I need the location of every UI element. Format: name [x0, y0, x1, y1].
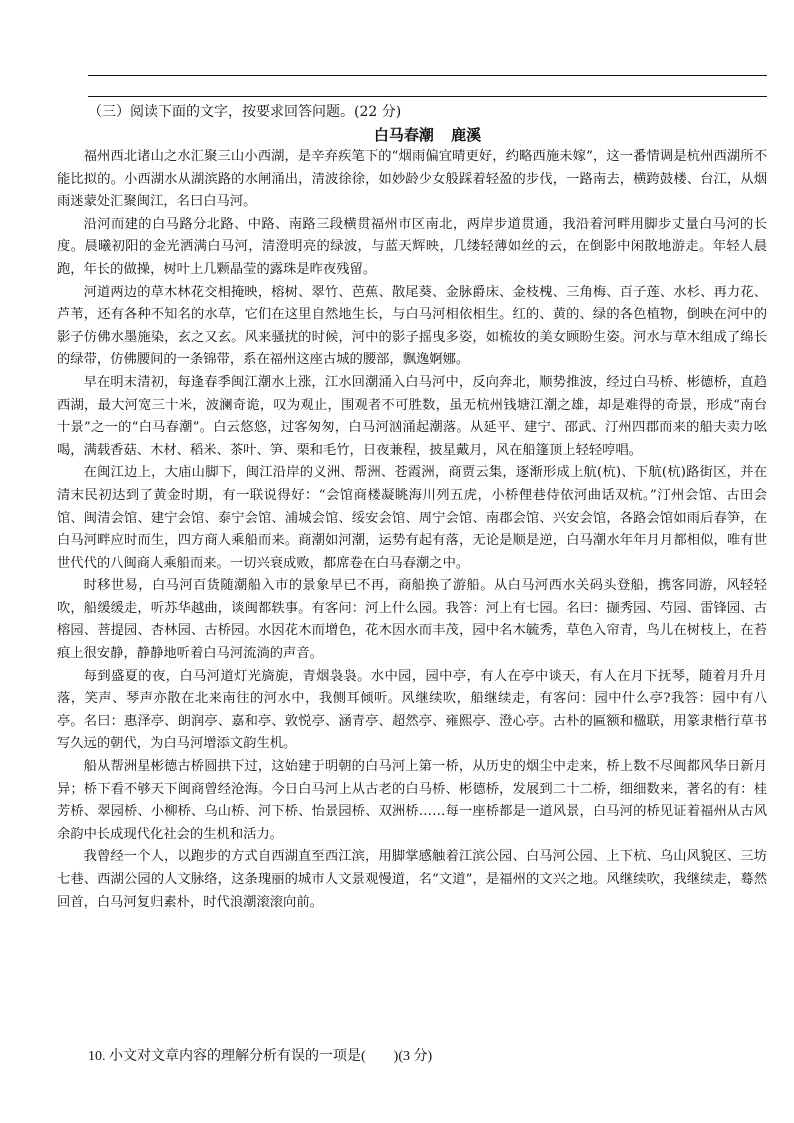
article-paragraph: 在闽江边上，大庙山脚下，闽江沿岸的义洲、帮洲、苍霞洲，商贾云集，逐渐形成上航(杭)、下航(杭)路街区，并在清末民初达到了黄金时期，有一联说得好：“会馆商楼凝眺海川列五虎，小桥俚巷侍依河曲话双杭。”汀州会馆、古田会馆、闽清会馆、建宁会馆、泰宁会馆、浦城会馆、绥安会馆、周宁会馆、南郡会馆、兴安会馆，各路会馆如雨后春笋，在白马河畔应时而生，四方商人乘船而来。商潮如河潮，运势有起有落，无论是顺是逆，白马潮水年年月月都相似，唯有世世代代的八闽商人乘船而来。一切兴衰成败，都席卷在白马春潮之中。: [57, 465, 767, 571]
header-rule-top: [88, 75, 767, 76]
section-heading: （三）阅读下面的文字，按要求回答问题。(22 分): [88, 104, 402, 120]
article-title-line: [88, 124, 767, 146]
article-paragraph: 早在明末清初，每逢春季闽江潮水上涨，江水回潮涌入白马河中，反向奔北，顺势推波，经过白马桥、彬德桥，直趋西湖，最大河宽三十米，波澜奇诡，叹为观止，围观者不可胜数，虽无杭州钱塘江潮之雄，却是难得的奇景，形成“南台十景”之一的“白马春潮”。白云悠悠，过客匆匆，白马河汹涌起潮落。从延平、建宁、邵武、汀州四郡而来的船夫卖力吆喝，满载香菇、木材、稻米、茶叶、笋、栗和毛竹，日夜兼程，披星戴月，风在船篷顶上轻轻哼唱。: [57, 374, 767, 458]
article-paragraph: 我曾经一个人，以跑步的方式自西湖直至西江滨，用脚掌感触着江滨公园、白马河公园、上下杭、乌山风貌区、三坊七巷、西湖公园的人文脉络，这条瑰丽的城市人文景观慢道，名“文道”，是福州的文兴之地。风继续吹，我继续走，蓦然回首，白马河复归素朴，时代浪潮滚滚向前。: [57, 849, 767, 910]
question-10: 10. 小文对文章内容的理解分析有误的一项是( )(3 分): [88, 1049, 433, 1064]
article-paragraph: 时移世易，白马河百货随潮船入市的景象早已不再，商船换了游船。从白马河西水关码头登船，携客同游，风轻轻吹，船缓缓走，听苏华越曲，谈闽都轶事。有客问：河上什么园。我答：河上有七园。名曰：撷秀园、芍园、雷锋园、古榕园、菩提园、杏林园、古桥园。水因花木而增色，花木因水而丰茂，园中名木毓秀，草色入帘青，鸟儿在树枝上，在苔痕上很安静，静静地听着白马河流淌的声音。: [57, 578, 767, 662]
article-paragraph: 福州西北诸山之水汇聚三山小西湖，是辛弃疾笔下的“烟雨偏宜晴更好，约略西施未嫁”，这一番情调是杭州西湖所不能比拟的。小西湖水从湖滨路的水闸涌出，清波徐徐，如妙龄少女般踩着轻盈的步伐，一路南去，横跨鼓楼、台江，从烟雨迷蒙处汇聚闽江，名曰白马河。: [57, 149, 767, 210]
header-rule-bottom: [88, 96, 767, 97]
article-paragraph: 沿河而建的白马路分北路、中路、南路三段横贯福州市区南北，两岸步道贯通，我沿着河畔用脚步丈量白马河的长度。晨曦初阳的金光洒满白马河，清澄明亮的绿波，与蓝天辉映，几缕轻薄如丝的云，在倒影中闲散地游走。年轻人晨跑，年长的做操，树叶上几颗晶莹的露珠是昨夜残留。: [57, 216, 767, 277]
article-paragraph: 船从帮洲星彬德古桥圆拱下过，这始建于明朝的白马河上第一桥，从历史的烟尘中走来，桥上数不尽闽都风华日新月异；桥下看不够天下闽商曾经沧海。今日白马河上从古老的白马桥、彬德桥，发展到二十二桥，细细数来，著名的有：桂芳桥、翠园桥、小柳桥、乌山桥、河下桥、怡景园桥、双洲桥……每一座桥都是一道风景，白马河的桥见证着福州从古风余韵中长成现代化社会的生机和活力。: [57, 759, 767, 842]
article-author: 鹿溪: [451, 126, 482, 144]
article-body: [57, 146, 767, 914]
article-paragraph: 每到盛夏的夜，白马河道灯光旖旎，青烟袅袅。水中园，园中亭，有人在亭中谈天，有人在月下抚琴，随着月升月落，笑声、琴声亦散在北来南往的河水中，我侧耳倾听。风继续吹，船继续走，有客问：园中什么亭?我答：园中有八亭。名曰：惠泽亭、朗润亭、嘉和亭、敦悦亭、涵青亭、超然亭、雍熙亭、澄心亭。古朴的匾额和楹联，用篆隶楷行草书写久远的朝代，为白马河增添文韵生机。: [57, 668, 767, 752]
article-title: 白马春潮: [373, 126, 434, 144]
article-paragraph: 河道两边的草木林花交相掩映，榕树、翠竹、芭蕉、散尾葵、金脉爵床、金枝槐、三角梅、百子莲、水杉、再力花、芦苇，还有各种不知名的水草，它们在这里自然地生长，与白马河相依相生。红的、黄的、绿的各色植物，倒映在河中的影子仿佛水墨施染，玄之又玄。风来骚扰的时候，河中的影子摇曳多姿，如梳妆的美女顾盼生姿。河水与草木组成了绵长的绿带，仿佛腰间的一条锦带，系在福州这座古城的腰部，飘逸婀娜。: [57, 284, 767, 368]
